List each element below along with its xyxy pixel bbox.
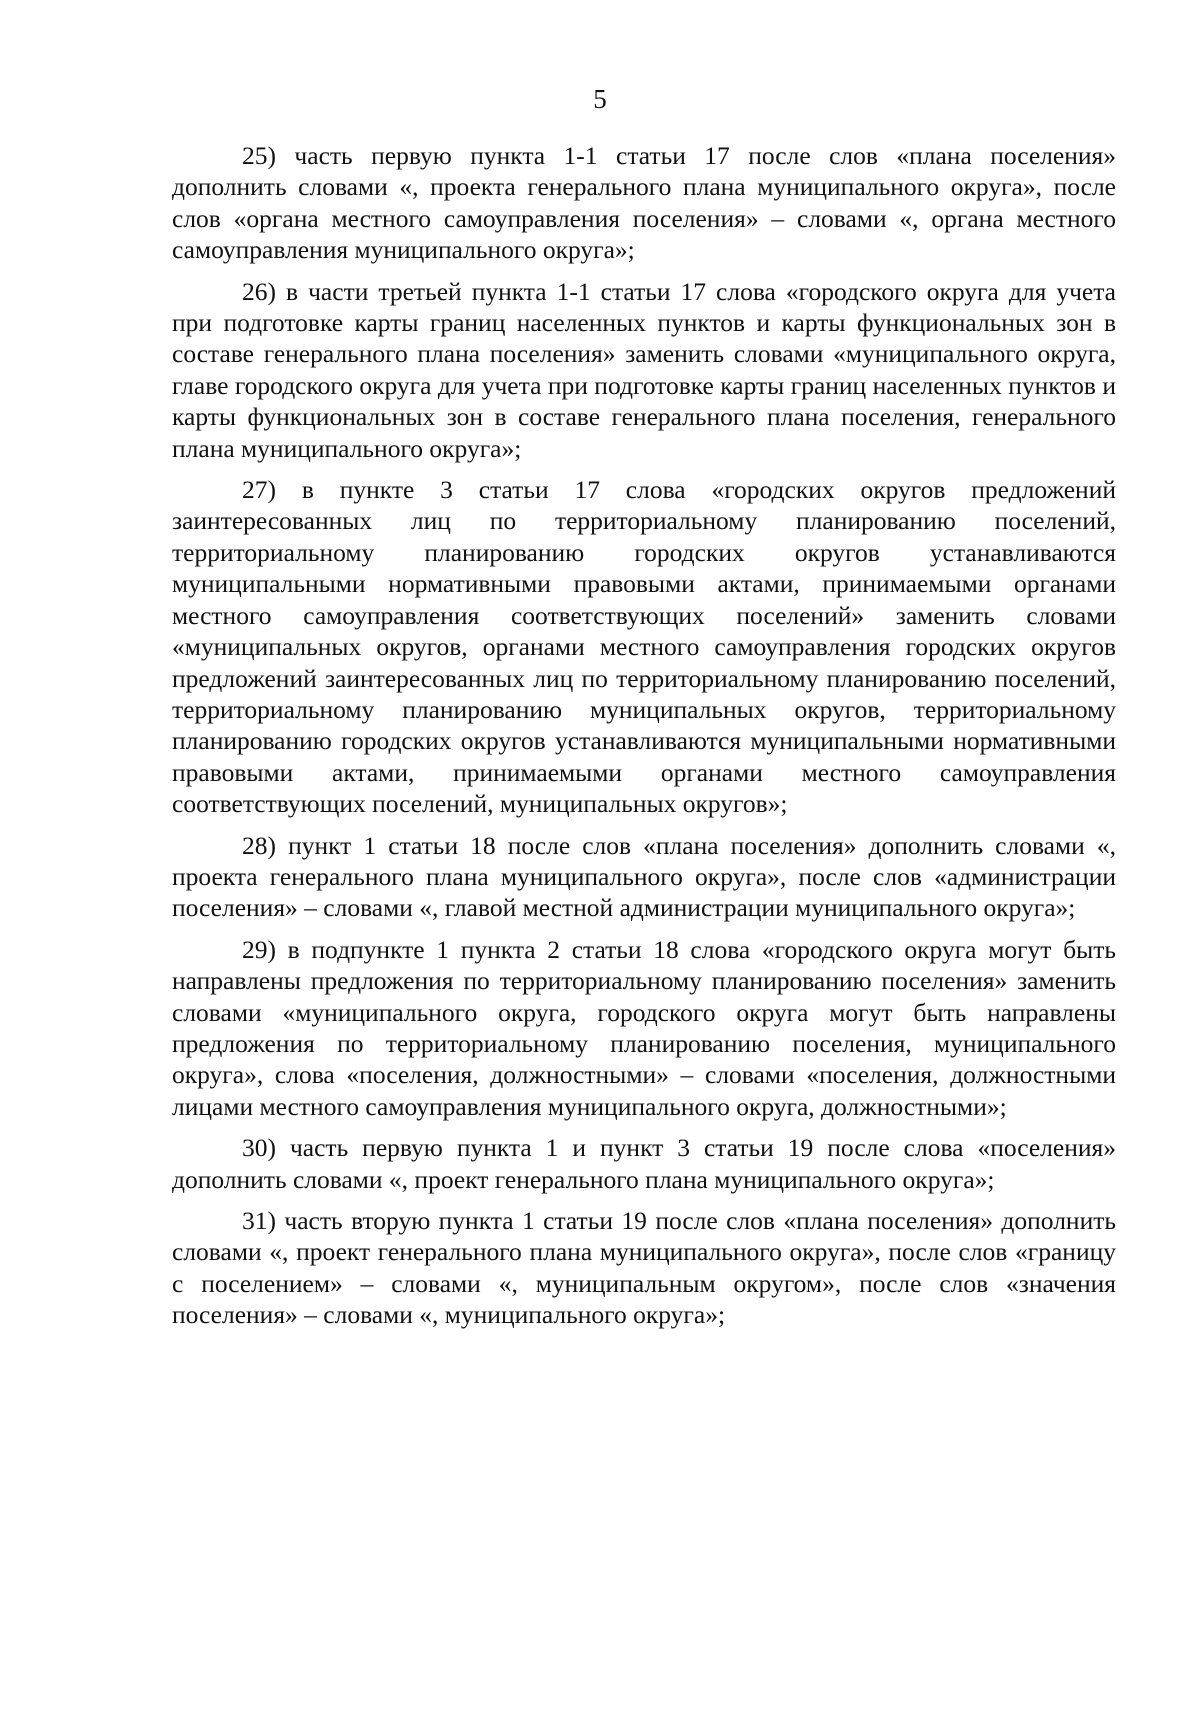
page-number: 5	[593, 84, 607, 114]
paragraph-31: 31) часть вторую пункта 1 статьи 19 после слов «плана поселения» дополнить словами «, проект генерального плана муниципального округа», после слов «границу с поселением» – словами «, муниципальным округом», после слов «значения поселения» – словами «, муниципального округа»;	[172, 1206, 1116, 1330]
paragraph-30: 30) часть первую пункта 1 и пункт 3 статьи 19 после слова «поселения» дополнить словами «, проект генерального плана муниципального округа»;	[172, 1133, 1116, 1194]
document-body	[172, 140, 1116, 1341]
paragraph-26: 26) в части третьей пункта 1-1 статьи 17 слова «городского округа для учета при подготовке карты границ населенных пунктов и карты функциональных зон в составе генерального плана поселения» заменить словами «муниципального округа, главе городского округа для учета при подготовке карты границ населенных пунктов и карты функциональных зон в составе генерального плана поселения, генерального плана муниципального округа»;	[172, 276, 1116, 463]
paragraph-25: 25) часть первую пункта 1-1 статьи 17 после слов «плана поселения» дополнить словами «, проекта генерального плана муниципального округа», после слов «органа местного самоуправления поселения» – словами «, органа местного самоуправления муниципального округа»;	[172, 141, 1116, 265]
paragraph-29: 29) в подпункте 1 пункта 2 статьи 18 слова «городского округа могут быть направлены предложения по территориальному планированию поселения» заменить словами «муниципального округа, городского округа могут быть направлены предложения по территориальному планированию поселения, муниципального округа», слова «поселения, должностными» – словами «поселения, должностными лицами местного самоуправления муниципального округа, должностными»;	[172, 934, 1116, 1121]
paragraph-27: 27) в пункте 3 статьи 17 слова «городских округов предложений заинтересованных лиц по территориальному планированию поселений, территориальному планированию городских округов устанавливаются муниципальными нормативными правовыми актами, принимаемыми органами местного самоуправления соответствующих поселений» заменить словами «муниципальных округов, органами местного самоуправления городских округов предложений заинтересованных лиц по территориальному планированию поселений, территориальному планированию муниципальных округов, территориальному планированию городских округов устанавливаются муниципальными нормативными правовыми актами, принимаемыми органами местного самоуправления соответствующих поселений, муниципальных округов»;	[172, 475, 1116, 819]
paragraph-28: 28) пункт 1 статьи 18 после слов «плана поселения» дополнить словами «, проекта генерального плана муниципального округа», после слов «администрации поселения» – словами «, главой местной администрации муниципального округа»;	[172, 830, 1116, 923]
